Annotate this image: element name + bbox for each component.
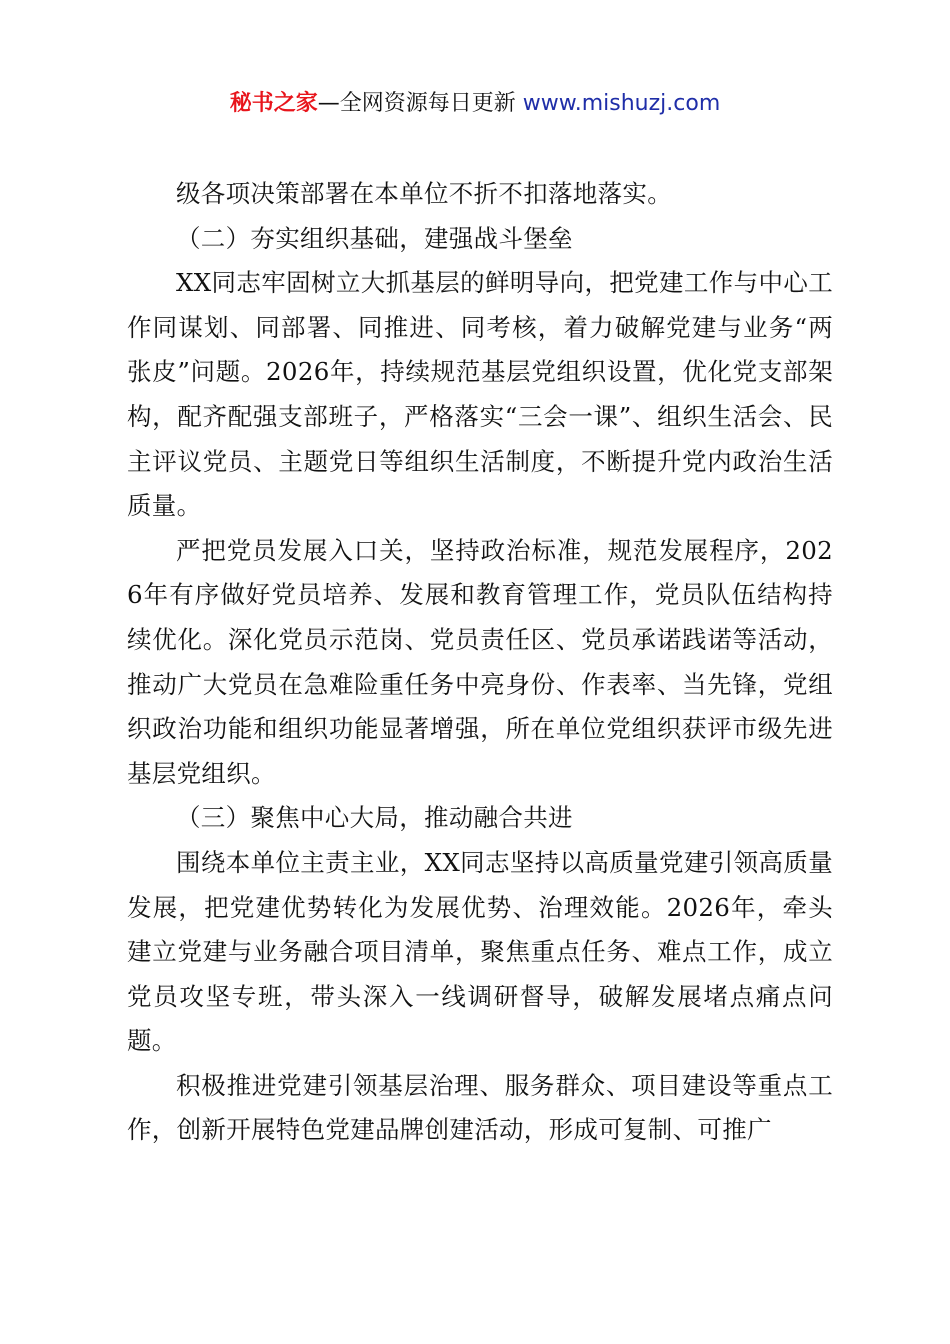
document-body [127,172,833,1153]
paragraph-integration-development: 围绕本单位主责主业，XX同志坚持以高质量党建引领高质量发展，把党建优势转化为发展优势、治理效能。2026年，牵头建立党建与业务融合项目清单，聚焦重点任务、难点工作，成立党员攻坚专班，带头深入一线调研督导，破解发展堵点痛点问题。 [127,847,833,1056]
site-header [0,88,950,120]
section-heading-3: （三）聚焦中心大局，推动融合共进 [176,803,573,833]
paragraph-continuation: 级各项决策部署在本单位不折不扣落地落实。 [176,179,672,208]
site-brand: 秘书之家 [229,91,318,116]
section-heading-2: （二）夯实组织基础，建强战斗堡垒 [176,223,573,253]
paragraph-member-development: 严把党员发展入口关，坚持政治标准，规范发展程序，2026年有序做好党员培养、发展和教育管理工作，党员队伍结构持续优化。深化党员示范岗、党员责任区、党员承诺践诺等活动，推动广大党员在急难险重任务中亮身份、作表率、当先锋，党组织政治功能和组织功能显著增强，所在单位党组织获评市级先进基层党组织。 [127,535,833,788]
site-tagline: —全网资源每日更新 [317,91,516,116]
site-url-link[interactable]: www.mishuzj.com [522,91,721,116]
paragraph-grassroots-organization: XX同志牢固树立大抓基层的鲜明导向，把党建工作与中心工作同谋划、同部署、同推进、同考核，着力破解党建与业务“两张皮”问题。2026年，持续规范基层党组织设置，优化党支部架构，配齐配强支部班子，严格落实“三会一课”、组织生活会、民主评议党员、主题党日等组织生活制度，不断提升党内政治生活质量。 [127,268,834,521]
paragraph-grassroots-governance: 积极推进党建引领基层治理、服务群众、项目建设等重点工作，创新开展特色党建品牌创建活动，形成可复制、可推广 [127,1070,833,1145]
